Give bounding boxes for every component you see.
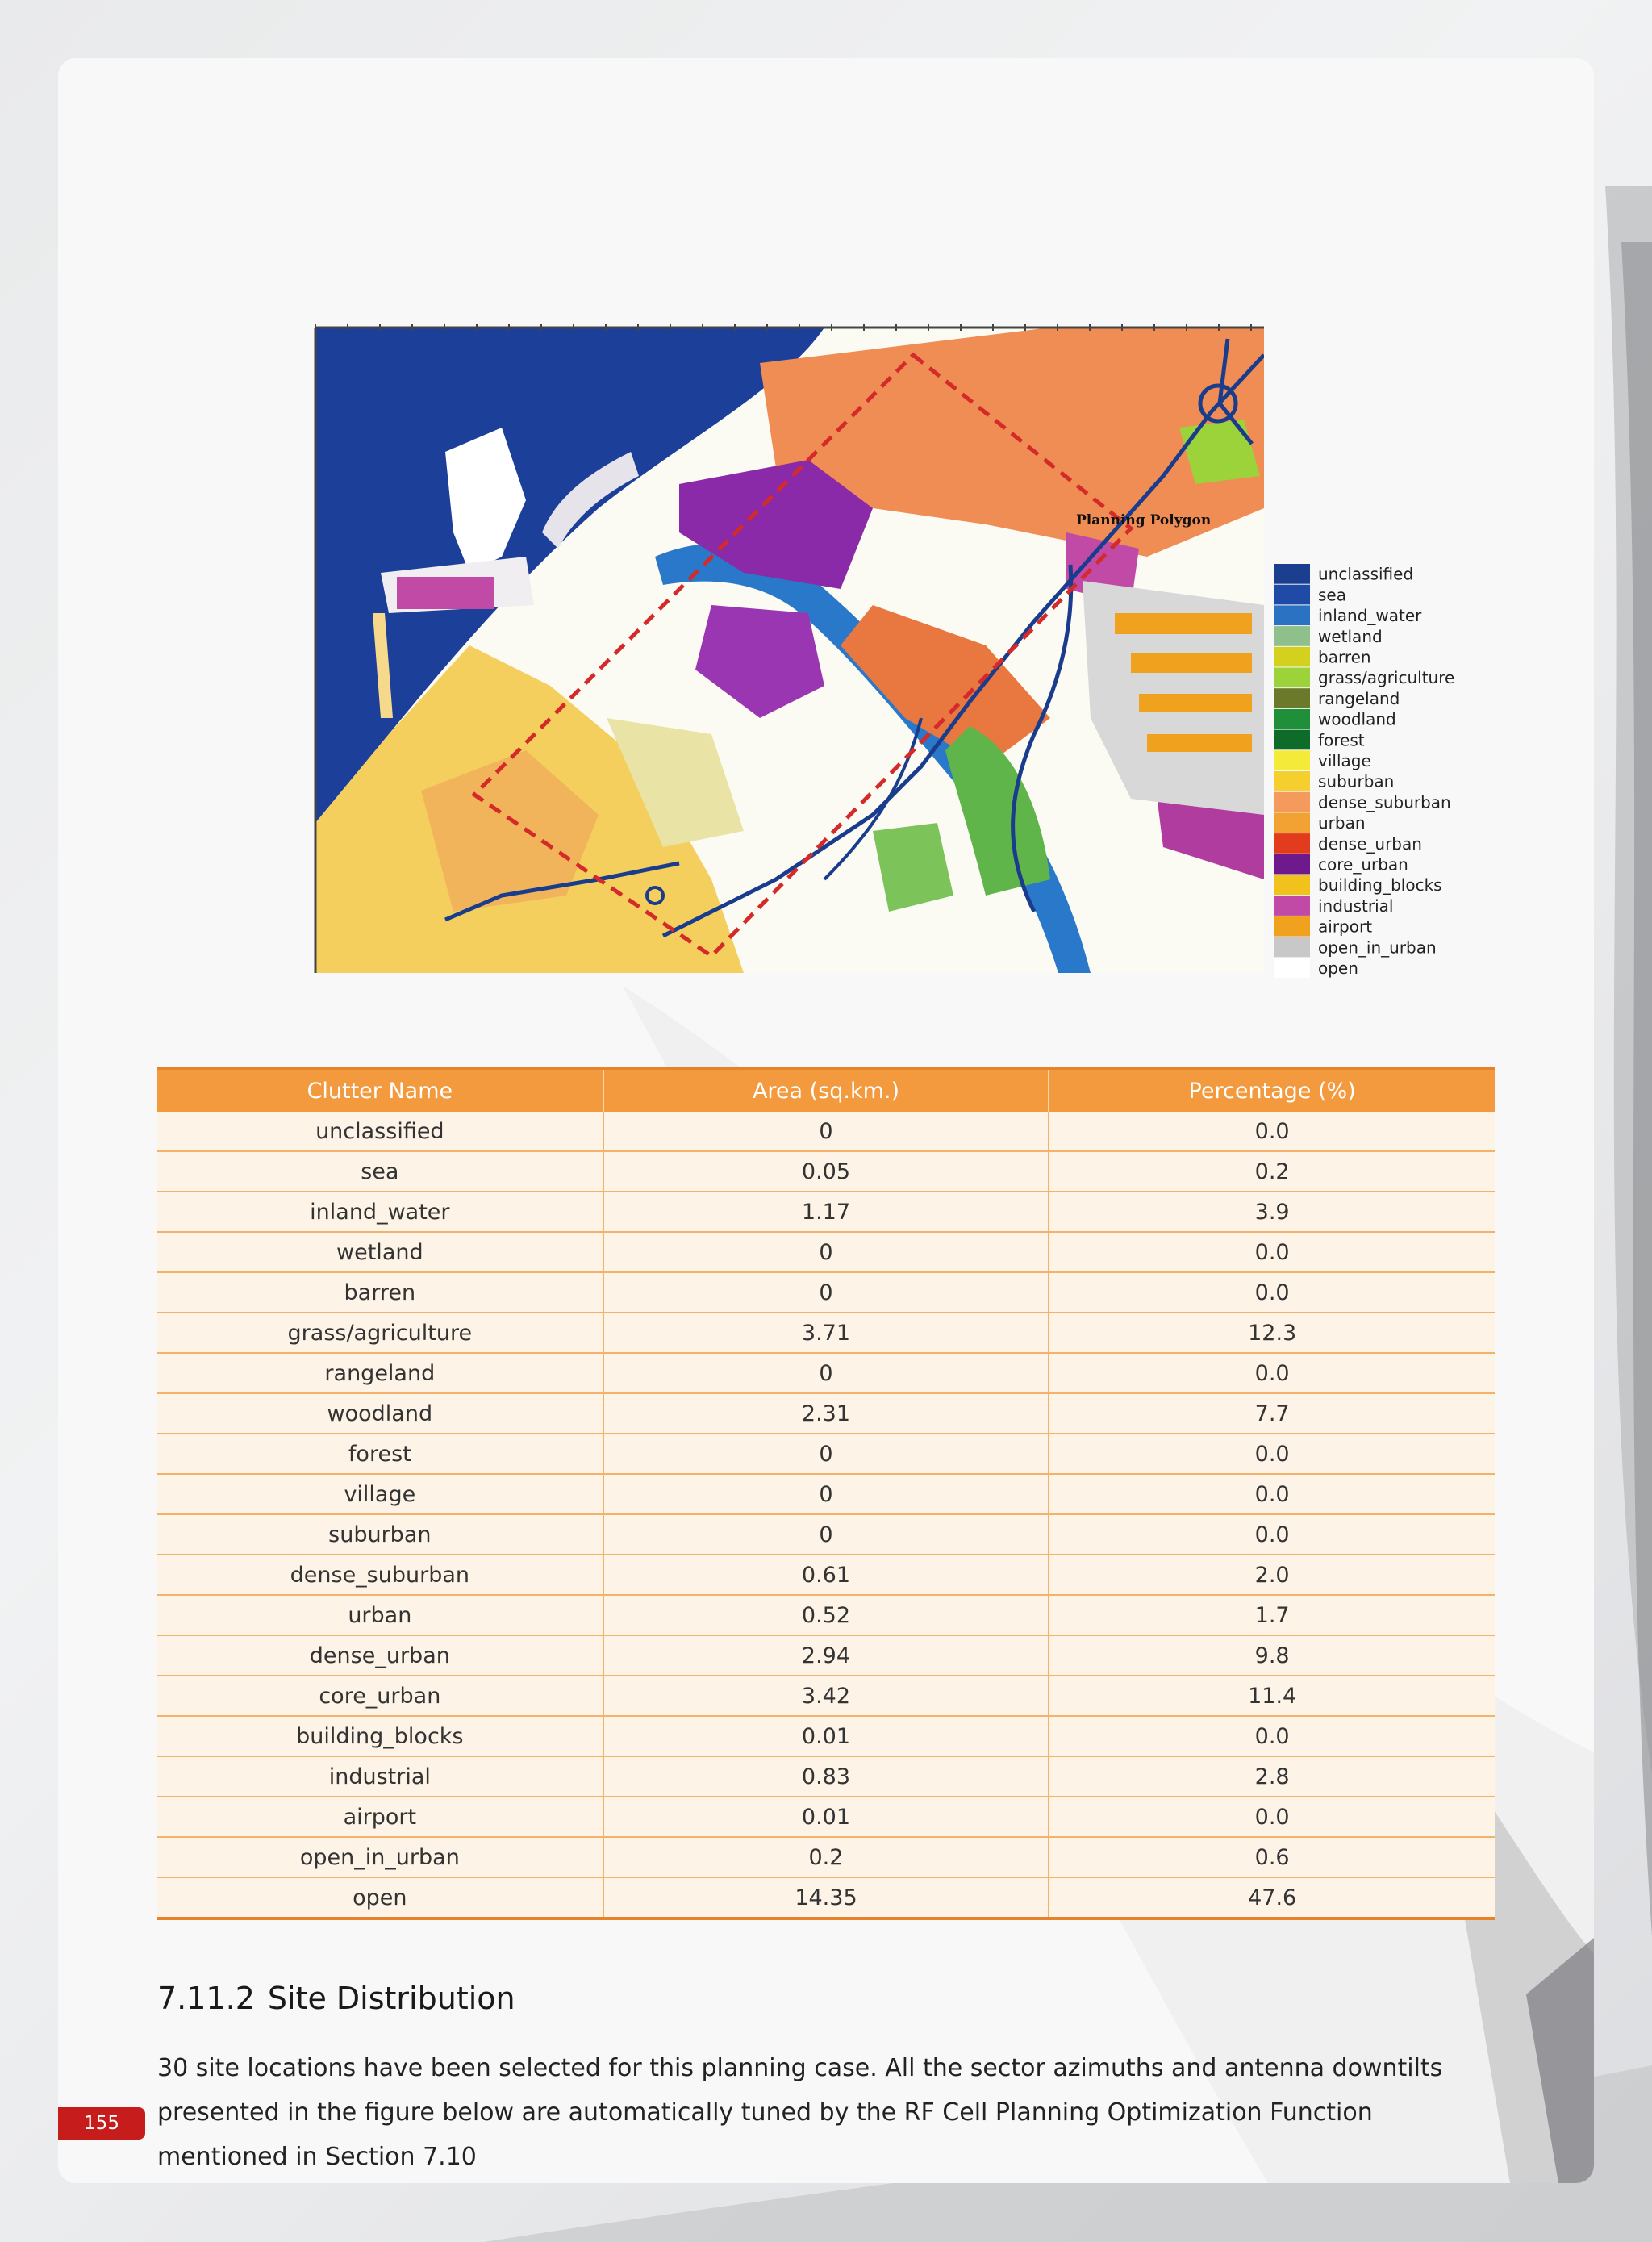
legend-label: urban <box>1318 813 1366 833</box>
section-body-paragraph: 30 site locations have been selected for this planning case. All the sector azimuths and antenna downtilts presented in the figure below are automatically tuned by the RF Cell Planning Optimization Function mentioned in Section 7.10 <box>157 2054 1443 2171</box>
area-cell: 2.31 <box>603 1393 1049 1434</box>
legend-swatch <box>1274 937 1310 958</box>
table-row <box>157 1797 1495 1837</box>
legend-swatch <box>1274 916 1310 937</box>
legend-label: inland_water <box>1318 606 1422 626</box>
area-cell: 0.61 <box>603 1555 1049 1595</box>
clutter-name-cell: wetland <box>157 1232 603 1272</box>
percentage-cell: 0.6 <box>1049 1837 1495 1877</box>
area-cell: 14.35 <box>603 1877 1049 1918</box>
table-row <box>157 1192 1495 1232</box>
table-row <box>157 1837 1495 1877</box>
area-cell: 0.52 <box>603 1595 1049 1635</box>
table-row <box>157 1555 1495 1595</box>
table-row <box>157 1635 1495 1676</box>
legend-label: building_blocks <box>1318 875 1442 896</box>
clutter-name-cell: sea <box>157 1151 603 1192</box>
legend-swatch <box>1274 564 1310 584</box>
page-card <box>58 58 1594 2183</box>
percentage-cell: 9.8 <box>1049 1635 1495 1676</box>
clutter-map <box>315 328 1264 973</box>
table-row <box>157 1434 1495 1474</box>
percentage-cell: 0.0 <box>1049 1797 1495 1837</box>
table-row <box>157 1474 1495 1514</box>
clutter-name-cell: rangeland <box>157 1353 603 1393</box>
section-number: 7.11.2 <box>157 1981 255 2016</box>
legend-label: woodland <box>1318 709 1396 729</box>
legend-label: open <box>1318 958 1358 978</box>
table-row <box>157 1676 1495 1716</box>
table-header-row <box>157 1068 1495 1112</box>
table-row <box>157 1353 1495 1393</box>
table-row <box>157 1877 1495 1918</box>
legend-swatch <box>1274 688 1310 708</box>
clutter-area-table <box>157 1067 1495 1920</box>
legend-label: unclassified <box>1318 564 1414 584</box>
table-row <box>157 1151 1495 1192</box>
clutter-name-cell: village <box>157 1474 603 1514</box>
percentage-cell: 0.0 <box>1049 1434 1495 1474</box>
legend-label: sea <box>1318 585 1346 605</box>
area-cell: 0.2 <box>603 1837 1049 1877</box>
area-cell: 0.83 <box>603 1756 1049 1797</box>
legend-swatch <box>1274 647 1310 667</box>
percentage-cell: 2.8 <box>1049 1756 1495 1797</box>
percentage-cell: 0.0 <box>1049 1112 1495 1151</box>
area-cell: 3.71 <box>603 1313 1049 1353</box>
legend-swatch <box>1274 750 1310 770</box>
legend-swatch <box>1274 626 1310 646</box>
area-cell: 0 <box>603 1514 1049 1555</box>
section-heading <box>157 1981 515 2016</box>
legend-label: open_in_urban <box>1318 937 1437 958</box>
percentage-cell: 1.7 <box>1049 1595 1495 1635</box>
clutter-name-cell: building_blocks <box>157 1716 603 1756</box>
legend-swatch <box>1274 730 1310 750</box>
table-row <box>157 1716 1495 1756</box>
legend-label: dense_urban <box>1318 833 1422 854</box>
percentage-cell: 0.0 <box>1049 1716 1495 1756</box>
percentage-cell: 7.7 <box>1049 1393 1495 1434</box>
clutter-name-cell: open <box>157 1877 603 1918</box>
percentage-cell: 47.6 <box>1049 1877 1495 1918</box>
clutter-name-cell: inland_water <box>157 1192 603 1232</box>
percentage-cell: 0.0 <box>1049 1514 1495 1555</box>
legend-swatch <box>1274 896 1310 916</box>
legend-label: industrial <box>1318 896 1394 916</box>
table-row <box>157 1756 1495 1797</box>
legend-label: rangeland <box>1318 688 1400 708</box>
area-cell: 2.94 <box>603 1635 1049 1676</box>
legend-label: airport <box>1318 916 1373 937</box>
page-number-badge: 155 <box>58 2107 145 2140</box>
clutter-legend <box>1274 564 1454 978</box>
legend-swatch <box>1274 812 1310 833</box>
percentage-cell: 0.0 <box>1049 1353 1495 1393</box>
clutter-map-figure <box>260 266 1470 984</box>
column-header-percentage: Percentage (%) <box>1049 1068 1495 1112</box>
percentage-cell: 11.4 <box>1049 1676 1495 1716</box>
clutter-name-cell: open_in_urban <box>157 1837 603 1877</box>
clutter-name-cell: urban <box>157 1595 603 1635</box>
legend-swatch <box>1274 854 1310 875</box>
column-header-area: Area (sq.km.) <box>603 1068 1049 1112</box>
clutter-name-cell: barren <box>157 1272 603 1313</box>
legend-label: village <box>1318 751 1371 770</box>
clutter-name-cell: woodland <box>157 1393 603 1434</box>
clutter-name-cell: forest <box>157 1434 603 1474</box>
legend-swatch <box>1274 668 1310 688</box>
clutter-name-cell: airport <box>157 1797 603 1837</box>
table-row <box>157 1112 1495 1151</box>
table-row <box>157 1272 1495 1313</box>
clutter-name-cell: unclassified <box>157 1112 603 1151</box>
percentage-cell: 2.0 <box>1049 1555 1495 1595</box>
area-cell: 0 <box>603 1474 1049 1514</box>
table-row <box>157 1313 1495 1353</box>
percentage-cell: 0.2 <box>1049 1151 1495 1192</box>
legend-label: dense_suburban <box>1318 792 1451 812</box>
area-cell: 3.42 <box>603 1676 1049 1716</box>
percentage-cell: 3.9 <box>1049 1192 1495 1232</box>
area-cell: 1.17 <box>603 1192 1049 1232</box>
section-title: Site Distribution <box>267 1981 515 2016</box>
percentage-cell: 0.0 <box>1049 1474 1495 1514</box>
legend-label: suburban <box>1318 771 1395 791</box>
area-cell: 0.01 <box>603 1797 1049 1837</box>
clutter-name-cell: dense_suburban <box>157 1555 603 1595</box>
percentage-cell: 0.0 <box>1049 1232 1495 1272</box>
legend-swatch <box>1274 792 1310 812</box>
table-row <box>157 1595 1495 1635</box>
legend-label: barren <box>1318 647 1371 667</box>
percentage-cell: 12.3 <box>1049 1313 1495 1353</box>
area-cell: 0 <box>603 1232 1049 1272</box>
table-row <box>157 1393 1495 1434</box>
legend-swatch <box>1274 771 1310 791</box>
legend-label: core_urban <box>1318 854 1408 875</box>
area-cell: 0 <box>603 1112 1049 1151</box>
area-cell: 0 <box>603 1434 1049 1474</box>
clutter-name-cell: core_urban <box>157 1676 603 1716</box>
legend-swatch <box>1274 875 1310 896</box>
legend-swatch <box>1274 958 1310 978</box>
area-cell: 0.01 <box>603 1716 1049 1756</box>
clutter-name-cell: suburban <box>157 1514 603 1555</box>
percentage-cell: 0.0 <box>1049 1272 1495 1313</box>
clutter-name-cell: grass/agriculture <box>157 1313 603 1353</box>
area-cell: 0 <box>603 1353 1049 1393</box>
legend-label: forest <box>1318 730 1365 750</box>
planning-polygon-label: Planning Polygon <box>1076 512 1212 528</box>
legend-swatch <box>1274 605 1310 625</box>
column-header-clutter-name: Clutter Name <box>157 1068 603 1112</box>
legend-label: wetland <box>1318 626 1383 646</box>
area-cell: 0.05 <box>603 1151 1049 1192</box>
legend-label: grass/agriculture <box>1318 668 1455 688</box>
legend-swatch <box>1274 833 1310 854</box>
table-row <box>157 1514 1495 1555</box>
clutter-name-cell: industrial <box>157 1756 603 1797</box>
legend-swatch <box>1274 709 1310 729</box>
table-row <box>157 1232 1495 1272</box>
clutter-name-cell: dense_urban <box>157 1635 603 1676</box>
legend-swatch <box>1274 585 1310 605</box>
area-cell: 0 <box>603 1272 1049 1313</box>
